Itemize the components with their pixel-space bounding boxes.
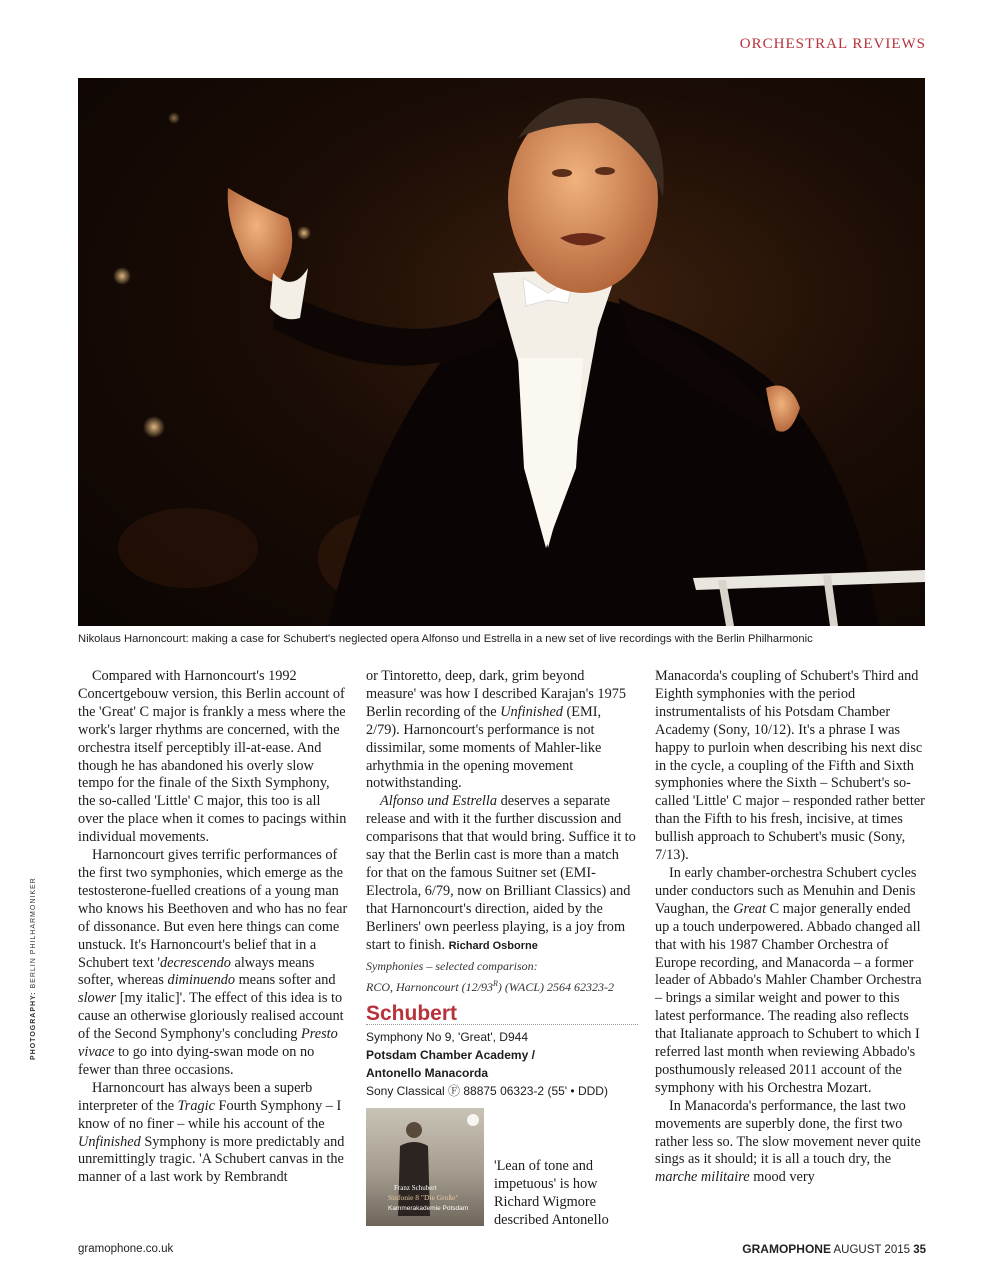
paragraph: In early chamber-orchestra Schubert cycles under conductors such as Menuhin and Denis Vaughan, the Great C major generally ended up a touch underpowered. Abbado changed all that with his 1987 Chamber Orchestra of Europe recording, and Manacorda – a former leader of Abbado's Mahler Chamber Orchestra – brings a similar weight and power to this latest performance. The reading also reflects that Italianate approach to Schubert to which I referred last month when reviewing Abbado's posthumously released 2011 account of the symphony with his Orchestra Mozart. <box>655 864 922 1096</box>
folio: GRAMOPHONE AUGUST 2015 35 <box>742 1242 926 1256</box>
website-url: gramophone.co.uk <box>78 1243 174 1255</box>
paragraph: In Manacorda's performance, the last two movements are superbly done, the first two rather less so. The slow movement never quite sings as it should; it is all a touch dry, the marche militaire mood very <box>655 1097 921 1186</box>
cover-ensemble: Kammerakademie Potsdam <box>388 1204 469 1212</box>
paragraph: Harnoncourt gives terrific performances of the first two symphonies, which emerge as the testosterone-fuelled creations of a young man who knows his Beethoven and who has no fear of dissonance. But even here things can come unstuck. It's Harnoncourt's belief that in a Schubert text 'decrescendo always means softer, whereas diminuendo means softer and slower [my italic]'. The effect of this idea is to cause an otherwise gloriously realised account of the Second Symphony's concluding Presto vivace to go into dying-swan mode on no fewer than three occasions. <box>78 847 348 1078</box>
cover-composer: Franz Schubert <box>394 1183 437 1192</box>
photo-caption: Nikolaus Harnoncourt: making a case for Schubert's neglected opera Alfonso und Estrella in a new set of live recordings with the Berlin Philharmonic <box>78 633 813 645</box>
photo-credit: PHOTOGRAPHY: BERLIN PHILHARMONIKER <box>30 877 37 1060</box>
review-heading: Schubert <box>366 1005 638 1025</box>
paragraph: 'Lean of tone and impetuous' is how Richard Wigmore described Antonello <box>494 1157 609 1228</box>
cover-work: Sinfonie 8 "Die Große" <box>388 1192 459 1202</box>
performer-line: Potsdam Chamber Academy / <box>366 1048 535 1063</box>
column-2 <box>366 668 638 1229</box>
comparison-entry: RCO, Harnoncourt $(12/93^R)$ (WACL) 2564 62323-2 <box>366 979 615 995</box>
paragraph: or Tintoretto, deep, dark, grim beyond measure' was how I described Karajan's 1975 Berlin recording of the Unfinished (EMI, 2/79). Harnoncourt's performance is not dissimilar, some moments of Mahler-like arhythmia in the opening movement notwithstanding. <box>366 668 627 792</box>
album-cover <box>366 1108 484 1226</box>
section-label: ORCHESTRAL REVIEWS <box>739 36 926 52</box>
paragraph: Harnoncourt has always been a superb interpreter of the Tragic Fourth Symphony – I know of no finer – while his account of the Unfinished Symphony is more predictably and unremittingly tragic. 'A Schubert canvas in the manner of a last work by Rembrandt <box>78 1079 345 1186</box>
reviewer-signature: Richard Osborne <box>448 939 538 952</box>
paragraph: Manacorda's coupling of Schubert's Third and Eighth symphonies with the period instrumentalists of his Potsdam Chamber Academy (Sony, 10/12). It's a phrase I was happy to purloin when describing his next disc in the cycle, a coupling of the Fifth and Sixth symphonies where the Sixth – Schubert's so-called 'Little' C major – responded rather better than the Fifth to his fresh, incisive, at times bullish approach to Schubert's music (Sony, 7/13). <box>655 668 925 864</box>
column-1 <box>78 668 348 1187</box>
work-title: Symphony No 9, 'Great', D944 <box>366 1030 528 1045</box>
column-3 <box>655 668 927 1187</box>
conductor-illustration <box>78 78 925 626</box>
performer-line: Antonello Manacorda <box>366 1066 489 1081</box>
sony-logo-icon <box>467 1114 479 1126</box>
conductor-photo <box>78 78 925 626</box>
paragraph: Compared with Harnoncourt's 1992 Concertgebouw version, this Berlin account of the 'Great' C major is frankly a mess where the work's larger rhythms are concerned, with the orchestra itself perceptibly ill-at-ease. And though he has abandoned his overly slow tempo for the finale of the Sixth Symphony, the so-called 'Little' C major, this too is all over the place when it comes to pacings within individual movements. <box>78 668 347 846</box>
paragraph: Alfonso und Estrella deserves a separate release and with it the further discussion and comparisons that that would bring. Suffice it to say that the Berlin cast is more than a match for that on the famous Suitner set (EMI-Electrola, 6/79, now on Brilliant Classics) and that Harnoncourt's direction, aided by the Berliners' own peerless playing, is a joy from start to finish. Richard Osborne <box>366 793 636 953</box>
album-block <box>366 1108 638 1230</box>
comparison-label: Symphonies – selected comparison: <box>366 958 538 973</box>
label-catalogue: Sony Classical Ⓕ 88875 06323-2 (55' • DDD) <box>366 1083 608 1098</box>
